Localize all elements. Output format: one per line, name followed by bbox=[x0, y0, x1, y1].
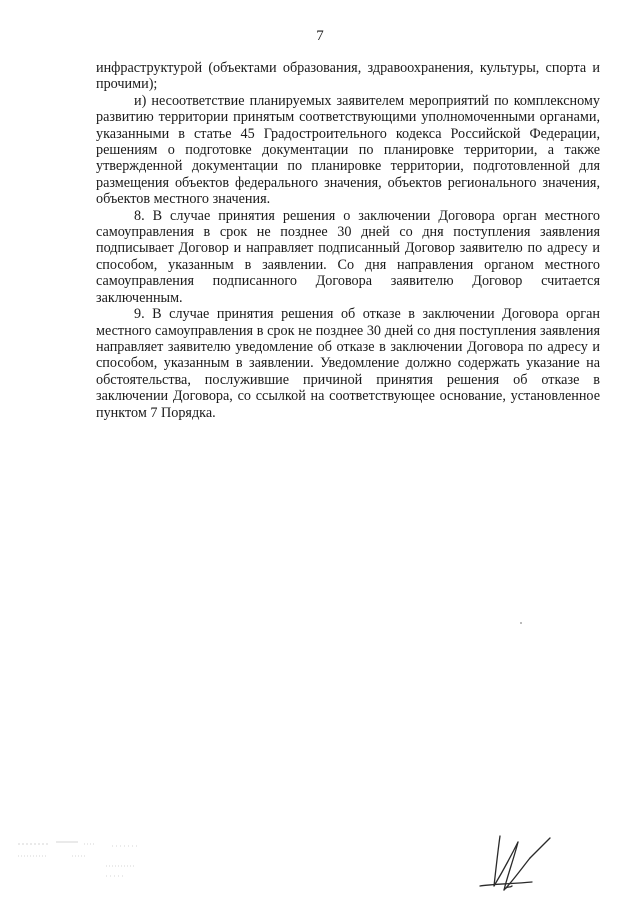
paragraph-item-i: и) несоответствие планируемых заявителем мероприятий по комплексному развитию территории принятым соответствующими уполномоченными органами, указанными в статье 45 Градостроительного кодекса Российской Федерации, решениям о подготовке документации по планировке территории, а также утвержденной документации по планировке территории, подготовленной для размещения объектов федерального значения, объектов регионального значения, объектов местного значения. bbox=[96, 92, 600, 208]
page-number: 7 bbox=[316, 28, 324, 44]
scan-speck bbox=[520, 622, 522, 624]
scan-noise-marks bbox=[16, 832, 156, 892]
paragraph-8: 8. В случае принятия решения о заключении Договора орган местного самоуправления в срок не позднее 30 дней со дня поступления заявления подписывает Договор и направляет подписанный Договор заявителю по адресу и способом, указанным в заявлении. Со дня направления органом местного самоуправления подписанного Договора заявителю Договор считается заключенным. bbox=[96, 207, 600, 306]
document-body bbox=[96, 60, 600, 421]
paragraph-continuation: инфраструктурой (объектами образования, здравоохранения, культуры, спорта и прочими); bbox=[96, 60, 600, 93]
handwritten-signature bbox=[470, 828, 570, 898]
paragraph-9: 9. В случае принятия решения об отказе в заключении Договора орган местного самоуправления в срок не позднее 30 дней со дня поступления заявления направляет заявителю уведомление об отказе в заключении Договора по адресу и способом, указанным в заявлении. Уведомление должно содержать указание на обстоятельства, послужившие причиной принятия решения об отказе в заключении Договора, со ссылкой на соответствующее основание, установленное пунктом 7 Порядка. bbox=[96, 306, 600, 421]
